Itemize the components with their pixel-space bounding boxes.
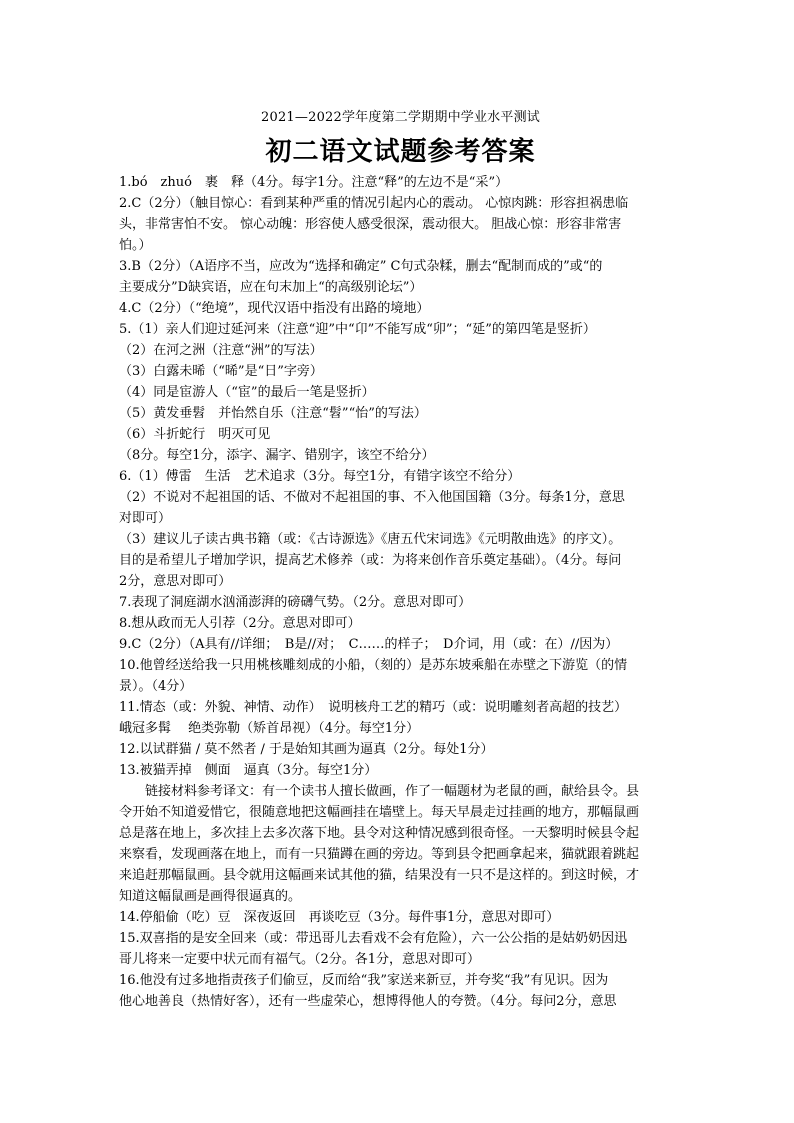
answer-line: （3）白露未晞（“晞”是“日”字旁）	[119, 364, 323, 379]
answer-line: （6）斗折蛇行 明灭可见	[119, 427, 271, 442]
answer-line: 5.（1）亲人们迎过延河来（注意“迎”中“卬”不能写成“卯”；“延”的第四笔是竖折）	[119, 322, 596, 337]
answer-line: 9.C（2分）（A具有//详细； B是//对； C……的样子； D介词，用（或：在）//因为）	[119, 637, 619, 652]
answer-line: （2）在河之洲（注意“洲”的写法）	[119, 343, 323, 358]
answer-body	[119, 172, 682, 1012]
answer-line: 6.（1）傅雷 生活 艺术追求（3分。每空1分，有错字该空不给分）	[119, 469, 521, 484]
answer-line: 怕。）	[119, 238, 152, 253]
answer-line: 峨冠多髯 绝类弥勒（矫首昂视）（4分。每空1分）	[119, 721, 420, 736]
answer-line: 对即可）	[119, 511, 172, 526]
answer-line: 主要成分”D缺宾语，应在句末加上“的高级别论坛”）	[119, 280, 423, 295]
answer-line: （5）黄发垂髫 并怡然自乐（注意“髫”“怡”的写法）	[119, 406, 427, 421]
answer-line: 16.他没有过多地指责孩子们偷豆，反而给“我”家送来新豆，并夸奖“我”有见识。因为	[119, 973, 609, 988]
answer-line: 哥儿将来一定要中状元而有福气。（2分。各1分，意思对即可）	[119, 952, 481, 967]
answer-line: 来追赶那幅鼠画。县令就用这幅画来试其他的猫，结果没有一只不是这样的。到这时候，才	[119, 868, 640, 883]
answer-line: （4）同是宦游人（“宦”的最后一笔是竖折）	[119, 385, 375, 400]
answer-line: 2.C（2分）（触目惊心：看到某种严重的情况引起内心的震动。 心惊肉跳：形容担祸患临	[119, 196, 629, 211]
answer-line: 1.bó zhuó 裹 释（4分。每字1分。注意“释”的左边不是“采”）	[119, 175, 509, 190]
answer-line: （8分。每空1分，添字、漏字、错别字，该空不给分）	[119, 448, 435, 463]
answer-line: 来察看，发现画落在地上，而有一只猫蹲在画的旁边。等到县令把画拿起来，猫就跟着跳起	[119, 847, 640, 862]
answer-line: 知道这幅鼠画是画得很逼真的。	[119, 889, 302, 904]
answer-line: 3.B（2分）（A语序不当，应改为“选择和确定” C句式杂糅，删去“配制而成的”或“的	[119, 259, 603, 274]
answer-line: 4.C（2分）（“绝境”，现代汉语中指没有出路的境地）	[119, 301, 430, 316]
answer-line: 链接材料参考译文：有一个读书人擅长做画，作了一幅题材为老鼠的画，献给县令。县	[145, 784, 640, 799]
answer-line: 13.被猫弄掉 侧面 逼真（3分。每空1分）	[119, 763, 378, 778]
answer-line: 景）。（4分）	[119, 679, 193, 694]
answer-line: 12.以试群猫 / 莫不然者 / 于是始知其画为逼真（2分。每处1分）	[119, 742, 494, 757]
page-title: 初二语文试题参考答案	[265, 137, 536, 167]
answer-line: 14.停船偷（吃）豆 深夜返回 再谈吃豆（3分。每件事1分，意思对即可）	[119, 910, 560, 925]
answer-line: 他心地善良（热情好客），还有一些虚荣心，想博得他人的夸赞。（4分。每问2分，意思	[119, 994, 617, 1009]
answer-line: 头，非常害怕不安。 惊心动魄：形容使人感受很深，震动很大。 胆战心惊：形容非常害	[119, 217, 622, 232]
answer-line: 8.想从政而无人引荐（2分。意思对即可）	[119, 616, 361, 631]
exam-subtitle: 2021—2022学年度第二学期期中学业水平测试	[261, 110, 540, 125]
answer-line: 2分，意思对即可）	[119, 574, 232, 589]
answer-line: 目的是希望儿子增加学识，提高艺术修养（或：为将来创作音乐奠定基础）。（4分。每问	[119, 553, 622, 568]
answer-line: 7.表现了洞庭湖水汹涌澎湃的磅礴气势。（2分。意思对即可）	[119, 595, 472, 610]
answer-line: （3）建议儿子读古典书籍（或：《古诗源选》《唐五代宋词选》《元明散曲选》的序文）。	[119, 532, 622, 547]
answer-line: 11.情态（或：外貌、神情、动作） 说明核舟工艺的精巧（或：说明雕刻者高超的技艺）	[119, 700, 628, 715]
answer-line: 10.他曾经送给我一只用桃核雕刻成的小船，（刻的）是苏东坡乘船在赤壁之下游览（的情	[119, 658, 628, 673]
answer-line: 令开始不知道爱惜它，很随意地把这幅画挂在墙壁上。每天早晨走过挂画的地方，那幅鼠画	[119, 805, 640, 820]
answer-line: （2）不说对不起祖国的话、不做对不起祖国的事、不入他国国籍（3分。每条1分，意思	[119, 490, 625, 505]
answer-line: 总是落在地上，多次挂上去多次落下地。县令对这种情况感到很奇怪。一天黎明时候县令起	[119, 826, 640, 841]
answer-line: 15.双喜指的是安全回来（或：带迅哥儿去看戏不会有危险），六一公公指的是姑奶奶因迅	[119, 931, 628, 946]
